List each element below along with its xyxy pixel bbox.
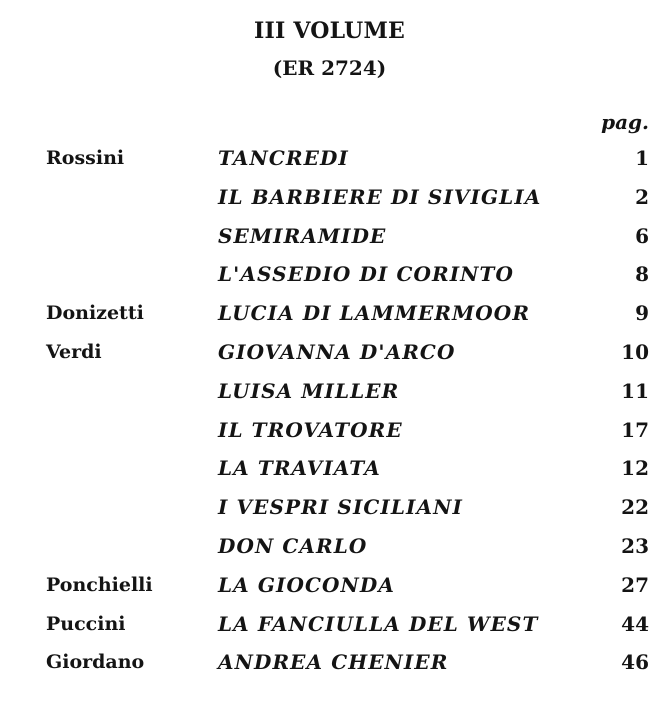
page-number: 10 [621,339,649,364]
index-row [0,296,659,335]
opera-title: IL TROVATORE [218,417,403,442]
page-number: 22 [621,495,649,520]
opera-title: LUCIA DI LAMMERMOOR [218,301,531,326]
composer-name: Ponchielli [46,573,153,596]
index-row [0,180,659,219]
page-column-header: pag. [601,110,649,134]
page-number: 17 [621,417,649,442]
opera-title: ANDREA CHENIER [218,650,449,675]
page-number: 6 [635,223,649,248]
opera-title: IL BARBIERE DI SIVIGLIA [218,184,542,209]
page-number: 2 [635,184,649,209]
page-number: 8 [635,262,649,287]
opera-title: LA TRAVIATA [218,456,381,481]
composer-name: Rossini [46,147,125,169]
page-number: 12 [621,456,649,481]
composer-name: Giordano [46,651,145,674]
index-row [0,568,659,607]
opera-title: LA GIOCONDA [218,572,395,597]
composer-name: Verdi [46,340,102,363]
opera-title: LA FANCIULLA DEL WEST [218,611,539,636]
index-table [0,141,659,684]
catalog-number: (ER 2724) [272,56,387,80]
opera-title: I VESPRI SICILIANI [218,495,463,520]
page-number: 23 [621,533,649,558]
page-number: 1 [635,146,649,170]
opera-title: DON CARLO [218,533,368,558]
opera-title: SEMIRAMIDE [218,223,387,248]
index-row [0,257,659,296]
composer-name: Donizetti [46,302,144,325]
index-row [0,490,659,529]
opera-title: GIOVANNA D'ARCO [218,339,456,364]
opera-title: TANCREDI [218,146,349,170]
index-row [0,607,659,646]
index-row [0,374,659,413]
page-number: 46 [621,650,649,675]
index-row [0,645,659,684]
volume-title: III VOLUME [254,18,405,44]
index-row [0,413,659,452]
composer-name: Puccini [46,612,126,635]
index-row [0,451,659,490]
page-number: 9 [635,301,649,326]
index-row [0,141,659,180]
page-number: 44 [621,611,649,636]
opera-title: LUISA MILLER [218,378,400,403]
index-row [0,335,659,374]
index-row [0,219,659,258]
index-row [0,529,659,568]
opera-title: L'ASSEDIO DI CORINTO [218,262,515,287]
page-number: 11 [621,378,649,403]
page-number: 27 [621,572,649,597]
